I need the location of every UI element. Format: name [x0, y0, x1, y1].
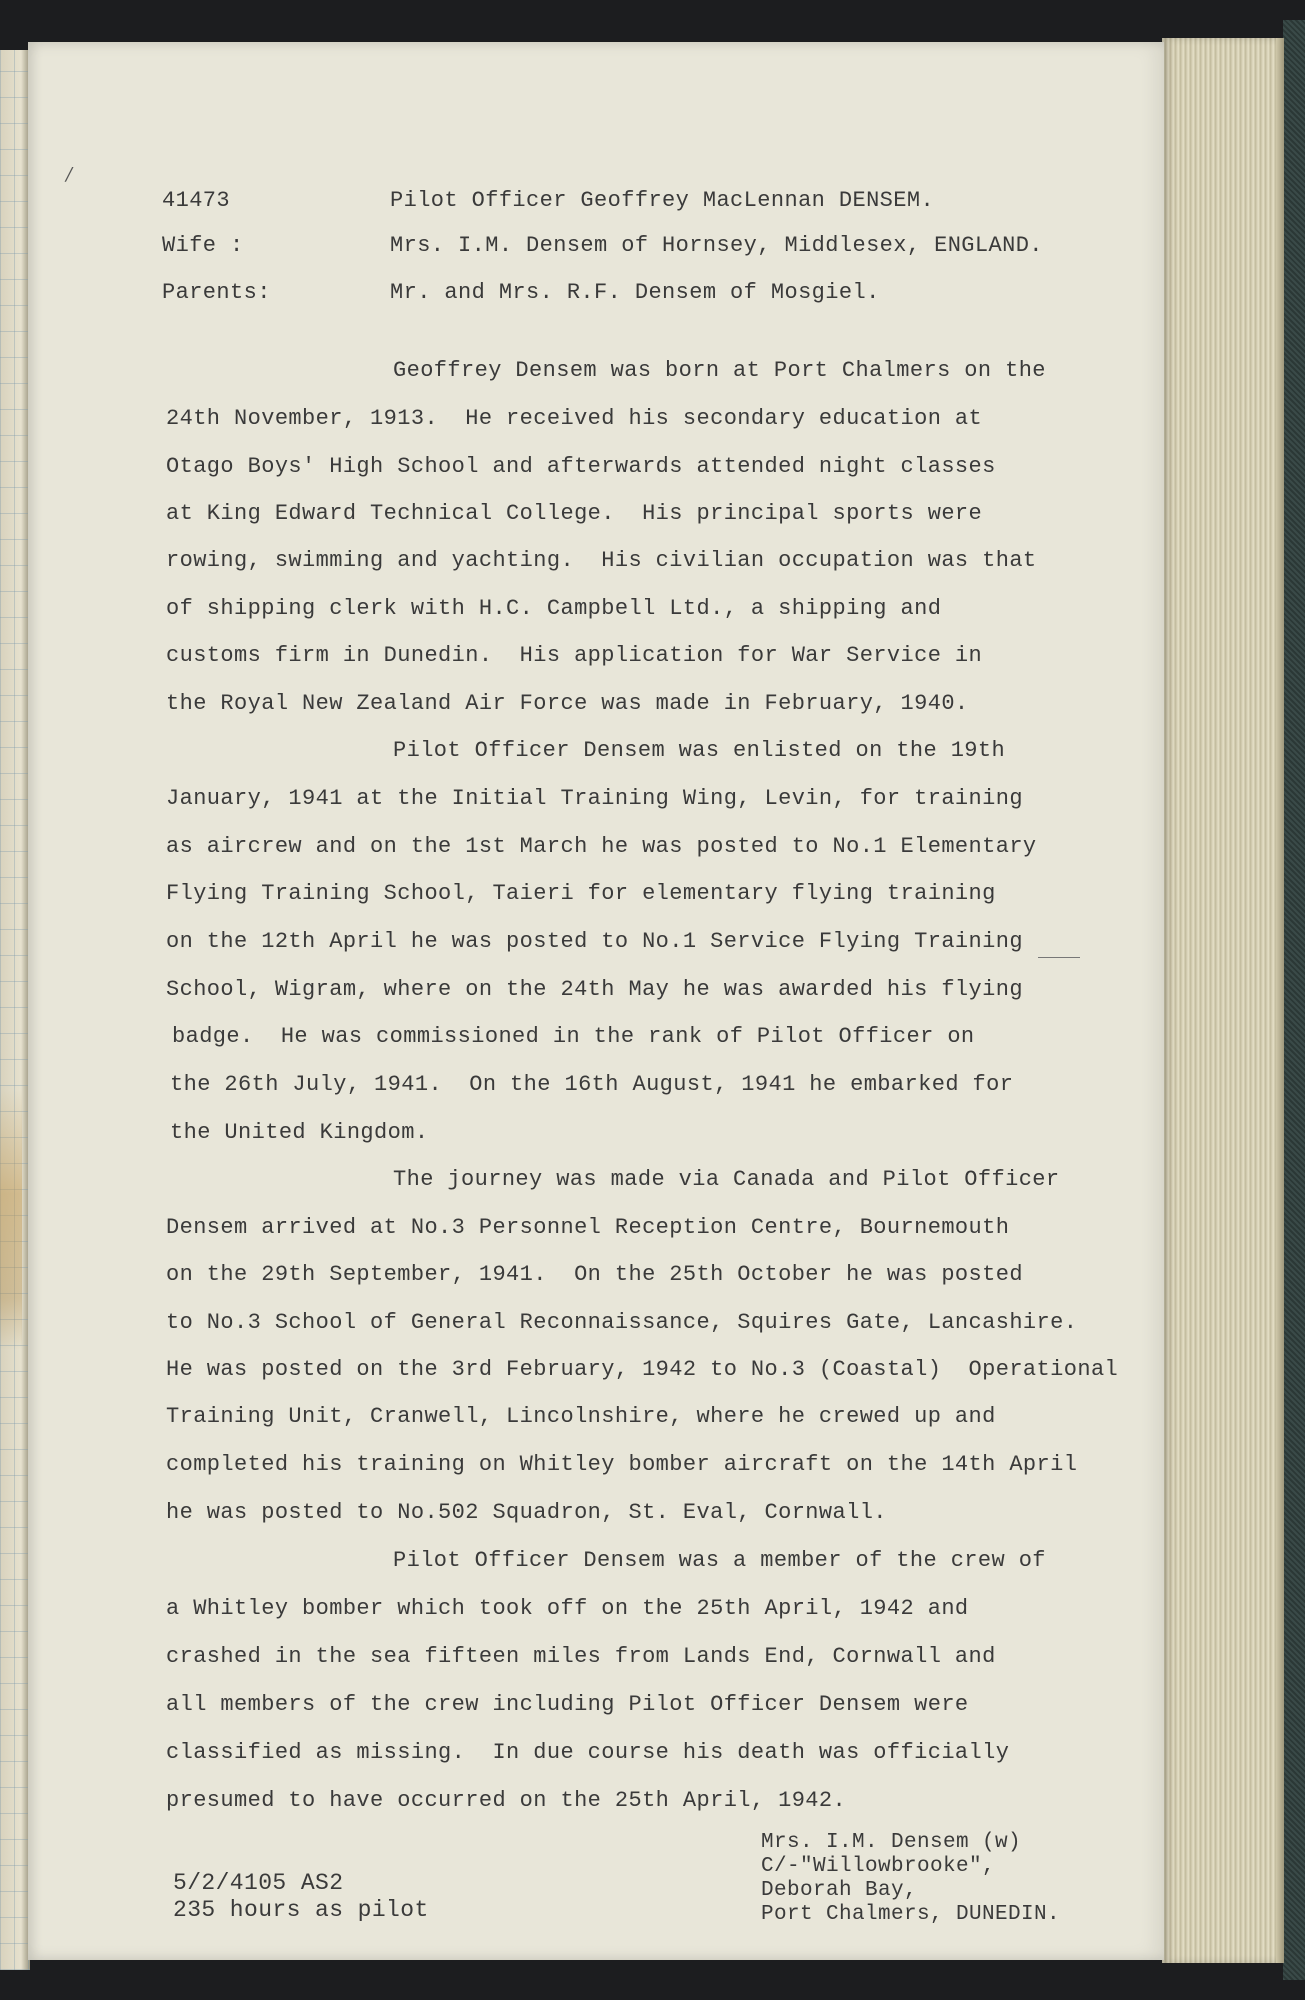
document-page: [28, 42, 1164, 1960]
body-line: Densem arrived at No.3 Personnel Reception Centre, Bournemouth: [166, 1215, 1010, 1240]
body-line: of shipping clerk with H.C. Campbell Ltd., a shipping and: [166, 596, 942, 621]
body-line: presumed to have occurred on the 25th April, 1942.: [166, 1788, 847, 1813]
body-line: Otago Boys' High School and afterwards attended night classes: [166, 454, 996, 479]
body-line: The journey was made via Canada and Pilot Officer: [393, 1167, 1060, 1192]
body-line: at King Edward Technical College. His principal sports were: [166, 501, 983, 526]
cover-stain: [0, 1090, 22, 1350]
parents-value: Mr. and Mrs. R.F. Densem of Mosgiel.: [390, 280, 880, 305]
body-line: badge. He was commissioned in the rank of Pilot Officer on: [172, 1024, 975, 1049]
body-line: as aircrew and on the 1st March he was posted to No.1 Elementary: [166, 834, 1037, 859]
margin-mark: /: [66, 164, 73, 185]
body-line: Pilot Officer Densem was a member of the crew of: [393, 1548, 1046, 1573]
body-line: completed his training on Whitley bomber aircraft on the 14th April: [166, 1452, 1078, 1477]
file-reference: 5/2/4105 AS2: [173, 1870, 344, 1896]
body-line: January, 1941 at the Initial Training Wing, Levin, for training: [166, 786, 1023, 811]
body-line: all members of the crew including Pilot Officer Densem were: [166, 1692, 969, 1717]
body-line: the 26th July, 1941. On the 16th August, 1941 he embarked for: [170, 1072, 1014, 1097]
address-line: C/-"Willowbrooke",: [761, 1855, 996, 1878]
body-line: Geoffrey Densem was born at Port Chalmers on the: [393, 358, 1046, 383]
address-line: Port Chalmers, DUNEDIN.: [761, 1903, 1061, 1926]
airman-name: Pilot Officer Geoffrey MacLennan DENSEM.: [390, 188, 935, 213]
body-line: Flying Training School, Taieri for elementary flying training: [166, 881, 996, 906]
wife-label: Wife :: [162, 233, 244, 258]
body-line: on the 29th September, 1941. On the 25th October he was posted: [166, 1262, 1023, 1287]
body-line: rowing, swimming and yachting. His civilian occupation was that: [166, 548, 1037, 573]
body-line: Training Unit, Cranwell, Lincolnshire, where he crewed up and: [166, 1404, 996, 1429]
body-line: crashed in the sea fifteen miles from Lands End, Cornwall and: [166, 1644, 996, 1669]
body-line: a Whitley bomber which took off on the 25th April, 1942 and: [166, 1596, 969, 1621]
flying-hours: 235 hours as pilot: [173, 1897, 429, 1923]
body-line: Pilot Officer Densem was enlisted on the 19th: [393, 738, 1006, 763]
body-line: 24th November, 1913. He received his secondary education at: [166, 406, 983, 431]
body-line: the United Kingdom.: [170, 1120, 429, 1145]
body-line: the Royal New Zealand Air Force was made in February, 1940.: [166, 691, 969, 716]
parents-label: Parents:: [162, 280, 271, 305]
left-book-cover: [0, 50, 30, 1970]
body-line: on the 12th April he was posted to No.1 Service Flying Training: [166, 929, 1023, 954]
body-line: School, Wigram, where on the 24th May he was awarded his flying: [166, 977, 1023, 1002]
body-line: customs firm in Dunedin. His application for War Service in: [166, 643, 983, 668]
address-line: Deborah Bay,: [761, 1879, 918, 1902]
page-edges: [1162, 38, 1284, 1963]
body-line: to No.3 School of General Reconnaissance, Squires Gate, Lancashire.: [166, 1310, 1078, 1335]
body-line: classified as missing. In due course his death was officially: [166, 1740, 1010, 1765]
body-line: he was posted to No.502 Squadron, St. Eval, Cornwall.: [166, 1500, 887, 1525]
wife-value: Mrs. I.M. Densem of Hornsey, Middlesex, ENGLAND.: [390, 233, 1043, 258]
body-line: He was posted on the 3rd February, 1942 to No.3 (Coastal) Operational: [166, 1357, 1119, 1382]
address-line: Mrs. I.M. Densem (w): [761, 1831, 1022, 1854]
pencil-stroke: [1038, 957, 1080, 958]
service-number: 41473: [162, 188, 231, 213]
right-book-cover: [1283, 20, 1305, 1980]
